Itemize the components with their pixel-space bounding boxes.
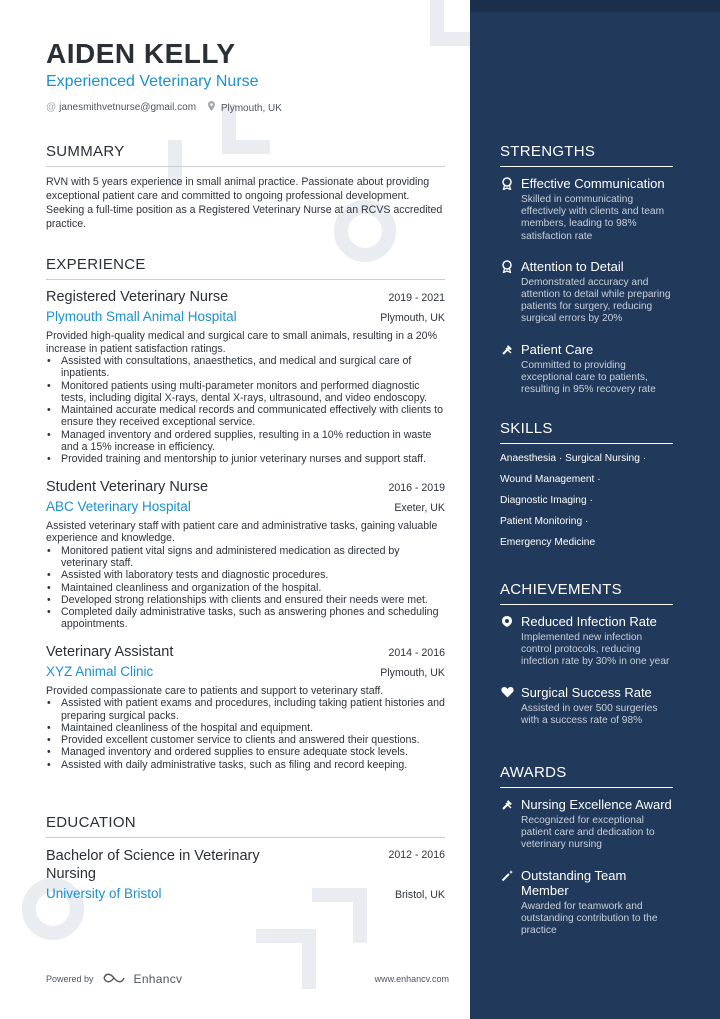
heart-icon	[500, 686, 514, 701]
job-description: Provided high-quality medical and surgical care to small animals, resulting in a 20% increase in patient satisfaction ratings.	[46, 330, 437, 355]
map-pin-icon	[208, 103, 218, 114]
medal-icon	[500, 177, 514, 193]
skill-tag: Diagnostic Imaging ·	[500, 495, 593, 506]
awards-section	[500, 764, 673, 937]
job-dates: 2019 - 2021	[388, 292, 445, 304]
section-title: ACHIEVEMENTS	[500, 581, 673, 605]
achievement-item	[500, 614, 673, 669]
skill-tag: Patient Monitoring ·	[500, 516, 589, 527]
bullet-item: • Provided excellent customer service to clients and answered their questions.	[46, 734, 445, 746]
bullet-item: • Assisted with laboratory tests and diagnostic procedures.	[46, 569, 445, 581]
job-dates: 2016 - 2019	[388, 481, 445, 494]
strength-item	[500, 176, 673, 243]
job-location: Plymouth, UK	[380, 666, 445, 679]
skill-tag: Wound Management ·	[500, 474, 601, 485]
award-text: Recognized for exceptional patient care and dedication to veterinary nursing	[521, 815, 655, 851]
section-title: AWARDS	[500, 764, 673, 788]
job-description: Assisted veterinary staff with patient care and administrative tasks, gaining valuable experience and knowledge.	[46, 519, 438, 545]
education-section	[46, 814, 445, 901]
award-item	[500, 868, 673, 938]
job-company: XYZ Animal Clinic	[46, 663, 154, 679]
enhancv-logo-icon	[102, 972, 126, 986]
award-title: Nursing Excellence Award	[521, 797, 672, 812]
job-bullets	[46, 545, 445, 631]
job-bullets	[46, 355, 445, 466]
section-title: STRENGTHS	[500, 143, 673, 167]
strengths-section	[500, 143, 673, 396]
at-icon: @	[46, 102, 57, 113]
bullet-item: • Completed daily administrative tasks, such as answering phones and scheduling appointments.	[46, 606, 445, 631]
tools-icon	[500, 343, 514, 359]
achievement-text: Assisted in over 500 surgeries with a success rate of 98%	[521, 702, 658, 726]
job-company: Plymouth Small Animal Hospital	[46, 309, 237, 324]
job-entry	[46, 644, 445, 771]
school-location: Bristol, UK	[394, 889, 445, 901]
strength-text: Demonstrated accuracy and attention to detail while preparing patients for surgery, reducing surgical errors by 20%	[521, 276, 671, 325]
achievement-title: Surgical Success Rate	[521, 684, 652, 700]
strength-title: Attention to Detail	[521, 258, 624, 274]
award-title: Outstanding Team Member	[521, 867, 627, 898]
bullet-item: • Maintained cleanliness of the hospital and equipment.	[46, 722, 445, 734]
sidebar	[470, 0, 720, 1019]
achievements-section	[500, 581, 673, 727]
email-text: janesmithvetnurse@gmail.com	[59, 102, 197, 113]
wand-icon	[500, 869, 514, 885]
bullet-item: • Monitored patient vital signs and administered medication as directed by veterinary staff.	[46, 545, 445, 570]
contact-email[interactable]	[46, 102, 196, 113]
contact-location	[208, 101, 282, 114]
award-item	[500, 797, 673, 852]
bullet-item: • Provided training and mentorship to junior veterinary nurses and support staff.	[46, 453, 445, 465]
job-description: Provided compassionate care to patients and support to veterinary staff.	[46, 684, 384, 697]
brand-name: Enhancv	[133, 972, 183, 986]
resume-header	[46, 38, 445, 114]
job-bullets	[46, 697, 445, 771]
shield-icon	[500, 615, 514, 631]
bullet-item: • Developed strong relationships with clients and ensured their needs were met.	[46, 594, 445, 606]
footer-brand	[46, 972, 182, 986]
medal-icon	[500, 260, 514, 276]
job-location: Exeter, UK	[394, 501, 445, 514]
degree-title: Bachelor of Science in Veterinary Nursing	[46, 848, 260, 882]
skills-section	[500, 420, 673, 549]
bullet-item: • Maintained accurate medical records and communicated effectively with clients to ensure they received exceptional service.	[46, 404, 445, 429]
strength-text: Skilled in communicating effectively with clients and team members, leading to 98% satisfaction rate	[521, 194, 665, 242]
skills-list	[500, 453, 673, 549]
achievement-item	[500, 685, 673, 727]
award-text: Awarded for teamwork and outstanding contribution to the practice	[521, 900, 658, 937]
experience-section	[46, 256, 445, 771]
job-entry	[46, 289, 445, 466]
bullet-item: • Monitored patients using multi-parameter monitors and performed diagnostic tests, including digital X-rays, dental X-rays, ultrasound, and video endoscopy.	[46, 380, 445, 405]
bullet-item: • Managed inventory and ordered supplies, resulting in a 10% reduction in waste and a 15% increase in efficiency.	[46, 429, 445, 454]
contact-row	[46, 101, 445, 114]
job-dates: 2014 - 2016	[388, 646, 445, 659]
bullet-item: • Assisted with patient exams and procedures, including taking patient histories and preparing surgical packs.	[46, 697, 445, 722]
job-title: Registered Veterinary Nurse	[46, 289, 229, 305]
achievement-title: Reduced Infection Rate	[521, 614, 657, 629]
section-title: EXPERIENCE	[46, 256, 445, 280]
skill-tag: Anaesthesia · Surgical Nursing ·	[500, 453, 647, 464]
bullet-item: • Maintained cleanliness and organization of the hospital.	[46, 582, 445, 594]
tools-icon	[500, 798, 514, 814]
skill-tag: Emergency Medicine	[500, 537, 596, 548]
bullet-item: • Assisted with daily administrative tasks, such as filing and record keeping.	[46, 759, 445, 771]
job-title: Student Veterinary Nurse	[46, 478, 209, 495]
bullet-item: • Assisted with consultations, anaesthetics, and medical and surgical care of inpatients.	[46, 355, 445, 380]
bullet-item: • Managed inventory and ordered supplies to ensure adequate stock levels.	[46, 746, 445, 758]
page-footer	[46, 972, 449, 986]
achievement-text: Implemented new infection control protocols, reducing infection rate by 30% in one year	[521, 632, 670, 668]
section-title: EDUCATION	[46, 814, 445, 838]
job-location: Plymouth, UK	[380, 312, 445, 324]
section-title: SUMMARY	[46, 143, 445, 167]
strength-title: Patient Care	[521, 341, 594, 357]
job-company: ABC Veterinary Hospital	[46, 498, 191, 514]
summary-text: RVN with 5 years experience in small animal practice. Passionate about providing exceptional patient care and committed to ongoing professional development. Seeking a full-time position as a Registered Veterinary Nurse at an RCVS accredited practice.	[46, 176, 443, 230]
strength-text: Committed to providing exceptional care to patients, resulting in 95% recovery rate	[521, 359, 656, 396]
footer-url[interactable]: www.enhancv.com	[374, 974, 449, 984]
summary-section	[46, 143, 445, 231]
strength-title: Effective Communication	[521, 176, 665, 191]
education-dates: 2012 - 2016	[388, 849, 445, 861]
strength-item	[500, 259, 673, 326]
job-entry	[46, 479, 445, 631]
sidebar-top-band	[470, 0, 720, 12]
location-text: Plymouth, UK	[220, 103, 282, 114]
school-name: University of Bristol	[46, 886, 162, 901]
section-title: SKILLS	[500, 420, 673, 444]
candidate-role: Experienced Veterinary Nurse	[46, 73, 259, 90]
strength-item	[500, 342, 673, 397]
powered-by-label: Powered by	[46, 974, 94, 984]
job-title: Veterinary Assistant	[46, 643, 174, 660]
candidate-name: AIDEN KELLY	[46, 38, 236, 69]
